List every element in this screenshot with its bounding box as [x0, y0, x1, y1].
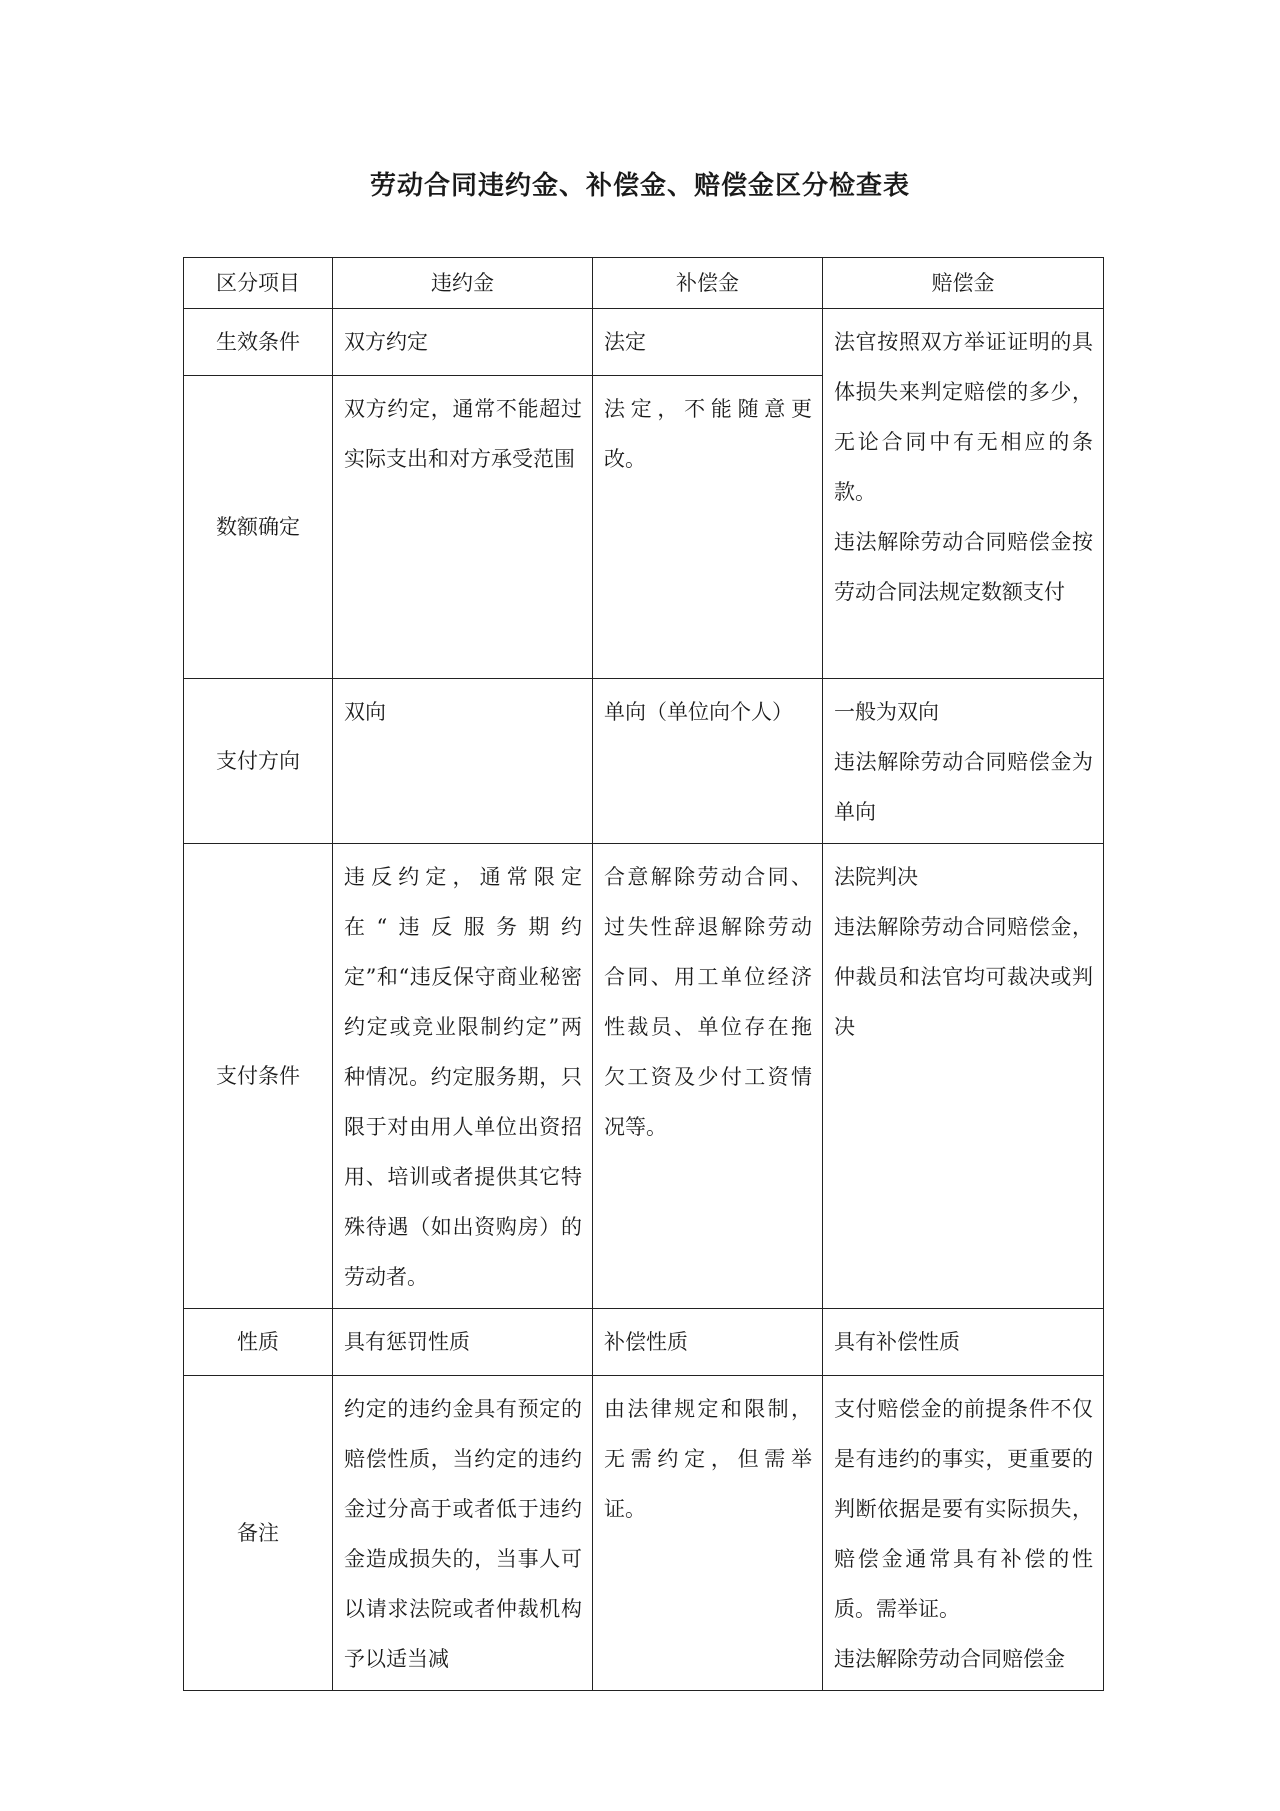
row-label-nature: 性质	[184, 1309, 333, 1376]
condition-damages-line-2: 违法解除劳动合同赔偿金，仲裁员和法官均可裁决或判决	[834, 915, 1093, 1039]
header-damages: 赔偿金	[823, 258, 1104, 309]
cell-direction-penalty: 双向	[333, 679, 593, 844]
table-row-condition	[184, 844, 1104, 1309]
row-label-direction: 支付方向	[184, 679, 333, 844]
notes-damages-line-1: 支付赔偿金的前提条件不仅是有违约的事实，更重要的判断依据是要有实际损失，赔偿金通常具有补偿的性质。需举证。	[834, 1397, 1093, 1621]
cell-condition-damages	[823, 844, 1104, 1309]
cell-notes-penalty: 约定的违约金具有预定的赔偿性质，当约定的违约金过分高于或者低于违约金造成损失的，当事人可以请求法院或者仲裁机构予以适当减	[333, 1376, 593, 1691]
header-category: 区分项目	[184, 258, 333, 309]
cell-condition-penalty: 违反约定，通常限定在“违反服务期约定”和“违反保守商业秘密约定或竞业限制约定”两种情况。约定服务期，只限于对由用人单位出资招用、培训或者提供其它特殊待遇（如出资购房）的劳动者。	[333, 844, 593, 1309]
cell-nature-penalty: 具有惩罚性质	[333, 1309, 593, 1376]
row-label-amount: 数额确定	[184, 376, 333, 679]
cell-condition-compensation: 合意解除劳动合同、过失性辞退解除劳动合同、用工单位经济性裁员、单位存在拖欠工资及少付工资情况等。	[593, 844, 823, 1309]
cell-nature-damages: 具有补偿性质	[823, 1309, 1104, 1376]
cell-damages-effect-amount	[823, 309, 1104, 679]
table-row-notes	[184, 1376, 1104, 1691]
table-row-nature	[184, 1309, 1104, 1376]
page-title: 劳动合同违约金、补偿金、赔偿金区分检查表	[369, 171, 910, 201]
cell-effect-compensation: 法定	[593, 309, 823, 376]
damages-amount-paragraph-1: 法官按照双方举证证明的具体损失来判定赔偿的多少，无论合同中有无相应的条款。	[834, 330, 1093, 504]
direction-damages-line-2: 违法解除劳动合同赔偿金为单向	[834, 750, 1093, 824]
condition-damages-line-1: 法院判决	[834, 865, 918, 889]
table-row-direction	[184, 679, 1104, 844]
damages-amount-paragraph-2: 违法解除劳动合同赔偿金按劳动合同法规定数额支付	[834, 530, 1093, 604]
cell-effect-penalty: 双方约定	[333, 309, 593, 376]
cell-notes-compensation: 由法律规定和限制，无需约定，但需举证。	[593, 1376, 823, 1691]
notes-damages-line-2: 违法解除劳动合同赔偿金	[834, 1647, 1065, 1671]
cell-direction-compensation: 单向（单位向个人）	[593, 679, 823, 844]
cell-direction-damages	[823, 679, 1104, 844]
comparison-table	[183, 257, 1104, 1691]
header-compensation: 补偿金	[593, 258, 823, 309]
table-row-effect-condition	[184, 309, 1104, 376]
direction-damages-line-1: 一般为双向	[834, 700, 939, 724]
row-label-condition: 支付条件	[184, 844, 333, 1309]
cell-amount-compensation: 法定，不能随意更改。	[593, 376, 823, 679]
cell-notes-damages	[823, 1376, 1104, 1691]
cell-amount-penalty: 双方约定，通常不能超过实际支出和对方承受范围	[333, 376, 593, 679]
header-penalty: 违约金	[333, 258, 593, 309]
row-label-notes: 备注	[184, 1376, 333, 1691]
table-header-row	[184, 258, 1104, 309]
cell-nature-compensation: 补偿性质	[593, 1309, 823, 1376]
row-label-effect: 生效条件	[184, 309, 333, 376]
